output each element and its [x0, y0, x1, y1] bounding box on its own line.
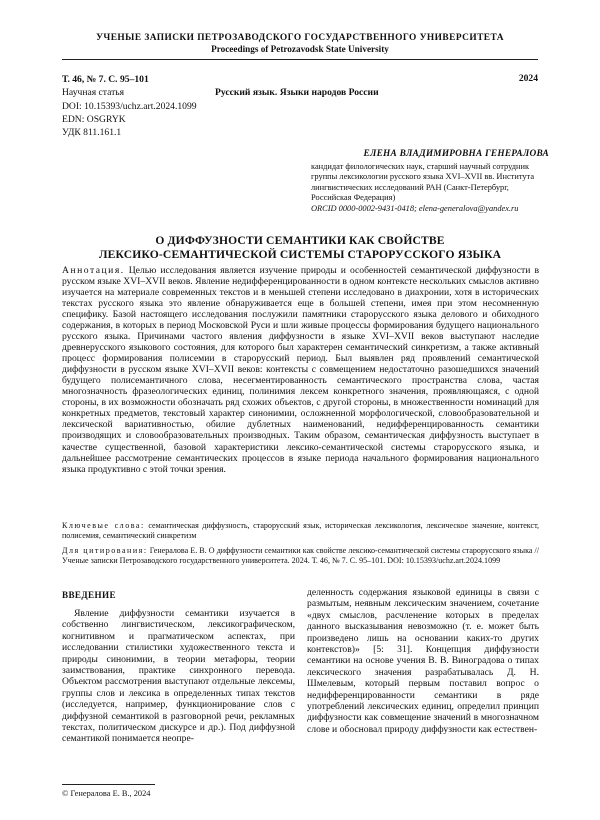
- year: 2024: [518, 73, 538, 84]
- article-title-line-2: ЛЕКСИКО-СЕМАНТИЧЕСКОЙ СИСТЕМЫ СТАРОРУССКОГО ЯЗЫКА: [98, 248, 502, 262]
- citation: [62, 546, 539, 566]
- article-meta: [62, 73, 197, 139]
- keywords: [62, 521, 539, 541]
- article-title: [62, 234, 538, 262]
- author-contacts[interactable]: ORCID 0000-0002-9431-0418; elena-generalova@yandex.ru: [311, 203, 519, 213]
- journal-subtitle: Proceedings of Petrozavodsk State University: [211, 44, 389, 54]
- udc: УДК 811.161.1: [62, 127, 122, 139]
- citation-label: Для цитирования:: [62, 546, 148, 555]
- keywords-text: семантическая диффузность, старорусский язык, историческая лексикология, лексическое значение, контекст, полисемия, семантический синкретизм: [62, 521, 540, 541]
- copyright: © Генералова Е. В., 2024: [62, 789, 151, 798]
- article-title-line-1: О ДИФФУЗНОСТИ СЕМАНТИКИ КАК СВОЙСТВЕ: [155, 234, 445, 247]
- author-name: ЕЛЕНА ВЛАДИМИРОВНА ГЕНЕРАЛОВА: [363, 149, 549, 159]
- journal-header: [0, 33, 600, 55]
- intro-paragraph-1-continued: деленность содержания языковой единицы в связи с размытым, неявным лексическим значением, сочетание «двух смыслов, расчленение которых в пределах данного высказывания невозможно (т. е. может быть произведено лишь на основании каких-то других контекстов)» [5: 31]. Концепция диффузности семантики на основе учения В. В. Виноградова о типах лексического значения разрабатывалась Д. Н. Шмелевым, который первым поставил вопрос о недифференцированности семантики в ряде употреблений лексических единиц, определил принцип диффузности как совмещение значений в многозначном слове и обосновал природу диффузности как естествен-: [307, 587, 539, 735]
- author-block: [311, 149, 551, 215]
- abstract: [62, 265, 539, 475]
- journal-section: Русский язык. Языки народов России: [215, 87, 379, 98]
- article-type: Научная статья: [62, 87, 125, 99]
- body-column-right: [307, 587, 539, 735]
- volume-pages: Т. 46, № 7. С. 95–101: [62, 74, 149, 85]
- journal-title: УЧЕНЫЕ ЗАПИСКИ ПЕТРОЗАВОДСКОГО ГОСУДАРСТВЕННОГО УНИВЕРСИТЕТА: [96, 33, 504, 43]
- body-column-left: [62, 590, 295, 745]
- header-divider: [62, 59, 538, 60]
- citation-text: Генералова Е. В. О диффузности семантики как свойстве лексико-семантической системы старорусского языка // Ученые записки Петрозаводского государственного университета. 2024. Т. 46, № 7. С. 95–101. DOI: 10.15393/uchz.art.2024.1099: [62, 546, 540, 566]
- doi[interactable]: DOI: 10.15393/uchz.art.2024.1099: [62, 100, 197, 112]
- abstract-text: Целью исследования является изучение природы и особенностей семантической диффузности в русском языке XVI–XVII веков. Явление недифференцированности в одном контексте нескольких смыслов активно изучается на материале современных текстов и в меньшей степени исследовано в диахронии, хотя в исторических текстах русского языка это явление обнаруживается еще в большей степени, имея при этом несомненную специфику. Базой настоящего исследования послужили памятники старорусского языка делового и обиходного содержания, в которых в период Московской Руси и шли живые процессы формирования будущего национального русского языка. Причинами частого явления диффузности в языке XVI–XVII веков выступают наследие древнерусского языкового состояния, для которого был характерен семантический синкретизм, а также активный процесс формирования полисемии в старорусский период. Был выявлен ряд проявлений семантической диффузности в русском языке XVI–XVII веков: контексты с совмещением недостаточно разошедшихся значений будущего полисемантичного слова, несегментированность семантического пространства слова, частая многозначность фразеологических единиц, полинимия лексем конкретного значения, проявляющаяся, с одной стороны, в их возможности обозначать ряд схожих объектов, с другой стороны, в множественности номинаций для конкретных предметов, текстовый характер синонимии, осложненной морфологической, словообразовательной и лексической вариативностью, обилие дублетных наименований, недифференцированность семантики производящих и словообразовательных производных. Таким образом, семантическая диффузность выступает в качестве существенной, базовой характеристики лексико-семантической системы старорусского языка, и дальнейшее рассмотрение семантических процессов в языке периода начального формирования национального языка продуктивно с этой точки зрения.: [62, 265, 539, 475]
- intro-paragraph-1: Явление диффузности семантики изучается в собственно лингвистическом, лексикографическом, когнитивном и прагматическом аспектах, при исследовании стилистики художественного текста и природы синонимии, в теории метафоры, теории заимствования, практике синхронного перевода. Объектом рассмотрения выступают отдельные лексемы, группы слов и лексика в определенных типах текстов (исследуется, например, функционирование слов с диффузной семантикой в разговорной речи, рекламных текстах, политическом дискурсе и др.). Под диффузной семантикой понимается неопре-: [62, 608, 295, 745]
- abstract-label: Аннотация.: [62, 265, 125, 276]
- footer-divider: [62, 784, 155, 785]
- author-affiliation: кандидат филологических наук, старший научный сотрудник группы лексикологии русского языка XVI–XVII вв. Института лингвистических исследований РАН (Санкт-Петербург, Российская Федерация): [311, 161, 535, 203]
- intro-heading: ВВЕДЕНИЕ: [62, 590, 116, 600]
- edn: EDN: OSGRYK: [62, 113, 126, 125]
- keywords-label: Ключевые слова:: [62, 521, 145, 530]
